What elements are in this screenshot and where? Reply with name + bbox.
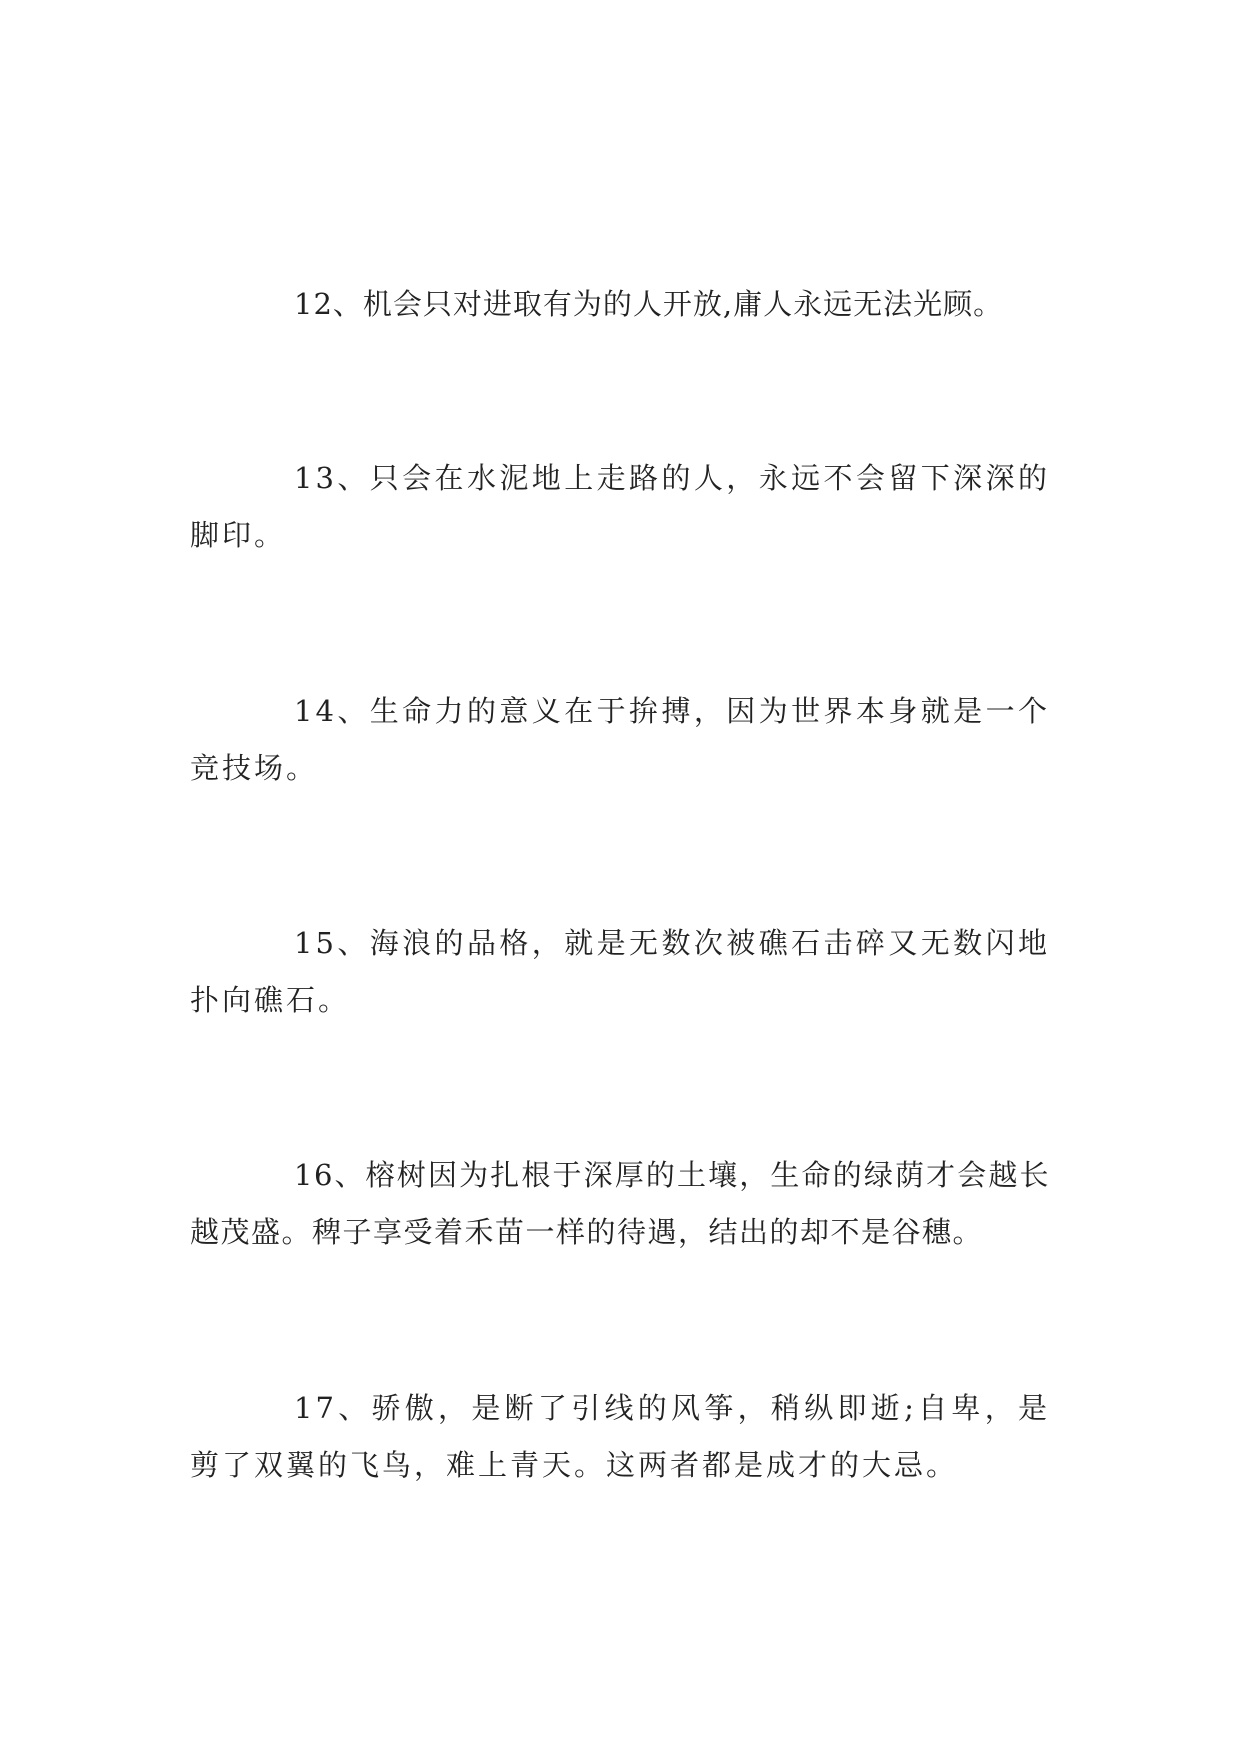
paragraph-15: 15、海浪的品格，就是无数次被礁石击碎又无数闪地扑向礁石。: [190, 926, 1050, 1017]
paragraph-17: 17、骄傲，是断了引线的风筝，稍纵即逝;自卑，是剪了双翼的飞鸟，难上青天。这两者都是成才的大忌。: [190, 1391, 1050, 1482]
paragraph-12: 12、机会只对进取有为的人开放,庸人永远无法光顾。: [294, 287, 1004, 321]
paragraph-16: 16、榕树因为扎根于深厚的土壤，生命的绿荫才会越长越茂盛。稗子享受着禾苗一样的待遇，结出的却不是谷穗。: [190, 1158, 1050, 1249]
paragraph-13: 13、只会在水泥地上走路的人，永远不会留下深深的脚印。: [190, 461, 1050, 552]
paragraph-14: 14、生命力的意义在于拚搏，因为世界本身就是一个竞技场。: [190, 694, 1050, 785]
